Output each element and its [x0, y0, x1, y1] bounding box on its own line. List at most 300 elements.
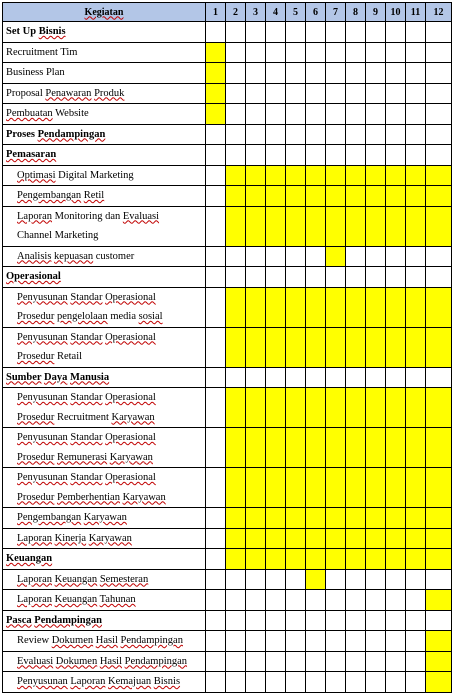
month-header-2: 2 [226, 3, 246, 22]
month-cell-5 [286, 287, 306, 327]
month-cell-2 [226, 367, 246, 388]
activity-label-line: Channel Marketing [17, 230, 99, 241]
month-cell-5 [286, 549, 306, 570]
month-cell-9 [366, 104, 386, 125]
month-cell-8 [346, 590, 366, 611]
month-cell-4 [266, 104, 286, 125]
month-cell-7 [326, 104, 346, 125]
month-cell-2 [226, 287, 246, 327]
month-cell-10 [386, 246, 406, 267]
month-cell-8 [346, 388, 366, 428]
month-cell-11 [406, 468, 426, 508]
month-cell-4 [266, 590, 286, 611]
month-cell-9 [366, 165, 386, 186]
month-cell-12 [426, 549, 452, 570]
activity-label-line: Review Dokumen Hasil Pendampingan [17, 635, 183, 646]
schedule-row [3, 287, 452, 327]
month-cell-11 [406, 165, 426, 186]
month-cell-5 [286, 327, 306, 367]
month-cell-3 [246, 428, 266, 468]
activity-label [3, 267, 206, 288]
schedule-row [3, 590, 452, 611]
month-cell-5 [286, 246, 306, 267]
month-cell-8 [346, 165, 366, 186]
month-cell-12 [426, 468, 452, 508]
month-cell-4 [266, 549, 286, 570]
schedule-row [3, 267, 452, 288]
activity-label-line: Prosedur Retail [17, 351, 83, 362]
month-cell-7 [326, 631, 346, 652]
month-cell-10 [386, 145, 406, 166]
schedule-row [3, 610, 452, 631]
month-cell-4 [266, 468, 286, 508]
month-cell-10 [386, 63, 406, 84]
month-cell-6 [306, 528, 326, 549]
activity-label [3, 327, 206, 367]
month-cell-6 [306, 83, 326, 104]
month-header-12: 12 [426, 3, 452, 22]
month-cell-5 [286, 186, 306, 207]
month-cell-3 [246, 104, 266, 125]
month-header-7: 7 [326, 3, 346, 22]
month-cell-2 [226, 590, 246, 611]
month-cell-9 [366, 63, 386, 84]
activity-label-line: Prosedur pengelolaan media sosial [17, 311, 163, 322]
schedule-row [3, 327, 452, 367]
month-cell-1 [206, 246, 226, 267]
month-cell-6 [306, 246, 326, 267]
month-cell-1 [206, 549, 226, 570]
month-cell-3 [246, 631, 266, 652]
month-cell-4 [266, 206, 286, 246]
schedule-row [3, 63, 452, 84]
month-cell-7 [326, 246, 346, 267]
month-cell-10 [386, 186, 406, 207]
activity-label-line: Penyusunan Standar Operasional [17, 392, 156, 403]
month-cell-8 [346, 145, 366, 166]
month-cell-8 [346, 124, 366, 145]
month-cell-11 [406, 610, 426, 631]
month-cell-1 [206, 186, 226, 207]
month-cell-11 [406, 83, 426, 104]
month-cell-6 [306, 186, 326, 207]
month-cell-12 [426, 124, 452, 145]
schedule-row [3, 206, 452, 246]
month-cell-10 [386, 83, 406, 104]
schedule-row [3, 468, 452, 508]
month-cell-5 [286, 83, 306, 104]
month-cell-5 [286, 124, 306, 145]
month-cell-6 [306, 468, 326, 508]
month-cell-9 [366, 569, 386, 590]
month-cell-1 [206, 528, 226, 549]
month-cell-2 [226, 246, 246, 267]
month-cell-1 [206, 165, 226, 186]
month-cell-2 [226, 610, 246, 631]
month-cell-7 [326, 672, 346, 693]
month-cell-6 [306, 63, 326, 84]
month-cell-11 [406, 590, 426, 611]
month-cell-4 [266, 124, 286, 145]
month-header-5: 5 [286, 3, 306, 22]
month-cell-7 [326, 549, 346, 570]
month-cell-9 [366, 388, 386, 428]
month-cell-2 [226, 569, 246, 590]
month-cell-5 [286, 104, 306, 125]
month-cell-10 [386, 42, 406, 63]
month-cell-12 [426, 186, 452, 207]
month-cell-11 [406, 206, 426, 246]
activity-label [3, 508, 206, 529]
month-cell-9 [366, 672, 386, 693]
month-cell-2 [226, 468, 246, 508]
month-cell-10 [386, 206, 406, 246]
month-cell-9 [366, 83, 386, 104]
month-cell-1 [206, 508, 226, 529]
month-cell-5 [286, 569, 306, 590]
month-cell-10 [386, 104, 406, 125]
month-cell-9 [366, 528, 386, 549]
month-cell-10 [386, 428, 406, 468]
activity-label [3, 672, 206, 693]
activity-label-line: Proposal Penawaran Produk [6, 87, 125, 99]
month-cell-4 [266, 63, 286, 84]
month-cell-1 [206, 672, 226, 693]
month-cell-2 [226, 186, 246, 207]
activity-label [3, 63, 206, 84]
activity-header: Kegiatan [3, 3, 206, 22]
month-cell-8 [346, 631, 366, 652]
month-cell-6 [306, 631, 326, 652]
month-cell-3 [246, 569, 266, 590]
month-cell-2 [226, 124, 246, 145]
month-cell-3 [246, 145, 266, 166]
month-cell-12 [426, 206, 452, 246]
schedule-row [3, 528, 452, 549]
month-cell-7 [326, 165, 346, 186]
activity-label-line: Penyusunan Standar Operasional [17, 432, 156, 443]
month-cell-3 [246, 83, 266, 104]
month-cell-7 [326, 124, 346, 145]
month-cell-8 [346, 22, 366, 43]
month-cell-8 [346, 672, 366, 693]
activity-label [3, 145, 206, 166]
month-cell-12 [426, 672, 452, 693]
month-cell-4 [266, 145, 286, 166]
schedule-row [3, 508, 452, 529]
month-cell-5 [286, 428, 306, 468]
month-cell-7 [326, 468, 346, 508]
month-cell-11 [406, 549, 426, 570]
month-cell-1 [206, 145, 226, 166]
activity-label [3, 468, 206, 508]
month-cell-11 [406, 508, 426, 529]
month-cell-1 [206, 104, 226, 125]
month-cell-1 [206, 428, 226, 468]
month-cell-5 [286, 165, 306, 186]
month-cell-9 [366, 428, 386, 468]
month-cell-6 [306, 104, 326, 125]
month-cell-7 [326, 569, 346, 590]
month-cell-9 [366, 468, 386, 508]
month-cell-5 [286, 145, 306, 166]
month-cell-4 [266, 508, 286, 529]
month-cell-7 [326, 22, 346, 43]
month-cell-1 [206, 124, 226, 145]
schedule-row [3, 145, 452, 166]
month-cell-9 [366, 631, 386, 652]
month-cell-9 [366, 610, 386, 631]
text-cursor [305, 402, 306, 414]
month-header-8: 8 [346, 3, 366, 22]
month-cell-6 [306, 206, 326, 246]
month-cell-1 [206, 590, 226, 611]
month-cell-8 [346, 569, 366, 590]
month-cell-3 [246, 327, 266, 367]
month-cell-11 [406, 124, 426, 145]
month-cell-6 [306, 42, 326, 63]
month-cell-10 [386, 267, 406, 288]
month-cell-12 [426, 145, 452, 166]
month-cell-9 [366, 508, 386, 529]
month-cell-10 [386, 165, 406, 186]
activity-label [3, 651, 206, 672]
month-cell-9 [366, 42, 386, 63]
month-cell-5 [286, 631, 306, 652]
month-cell-1 [206, 367, 226, 388]
month-cell-9 [366, 287, 386, 327]
month-cell-6 [306, 124, 326, 145]
month-cell-8 [346, 42, 366, 63]
schedule-row [3, 104, 452, 125]
month-cell-12 [426, 267, 452, 288]
schedule-row [3, 22, 452, 43]
month-cell-2 [226, 22, 246, 43]
month-cell-5 [286, 63, 306, 84]
month-cell-6 [306, 165, 326, 186]
month-cell-8 [346, 104, 366, 125]
activity-label [3, 428, 206, 468]
month-cell-6 [306, 672, 326, 693]
month-cell-4 [266, 267, 286, 288]
month-cell-1 [206, 569, 226, 590]
month-cell-11 [406, 104, 426, 125]
activity-label [3, 610, 206, 631]
month-cell-2 [226, 104, 246, 125]
month-cell-12 [426, 528, 452, 549]
activity-label [3, 83, 206, 104]
month-cell-3 [246, 165, 266, 186]
month-cell-12 [426, 165, 452, 186]
month-cell-10 [386, 327, 406, 367]
activity-label [3, 367, 206, 388]
month-cell-12 [426, 590, 452, 611]
month-cell-10 [386, 610, 406, 631]
month-cell-1 [206, 388, 226, 428]
month-cell-12 [426, 22, 452, 43]
month-cell-7 [326, 388, 346, 428]
activity-label [3, 104, 206, 125]
month-cell-12 [426, 246, 452, 267]
month-cell-12 [426, 42, 452, 63]
month-cell-9 [366, 246, 386, 267]
activity-label-line: Keuangan [6, 553, 53, 564]
month-cell-3 [246, 22, 266, 43]
month-cell-12 [426, 631, 452, 652]
schedule-row [3, 186, 452, 207]
month-cell-7 [326, 610, 346, 631]
schedule-row [3, 367, 452, 388]
month-cell-7 [326, 528, 346, 549]
month-cell-10 [386, 672, 406, 693]
month-cell-6 [306, 367, 326, 388]
month-header-3: 3 [246, 3, 266, 22]
month-cell-6 [306, 22, 326, 43]
activity-label [3, 246, 206, 267]
month-header-4: 4 [266, 3, 286, 22]
month-cell-6 [306, 651, 326, 672]
month-cell-8 [346, 428, 366, 468]
month-cell-6 [306, 569, 326, 590]
month-cell-3 [246, 590, 266, 611]
month-cell-5 [286, 367, 306, 388]
schedule-row [3, 388, 452, 428]
month-cell-8 [346, 610, 366, 631]
month-cell-5 [286, 388, 306, 428]
activity-label-line: Laporan Monitoring dan Evaluasi [17, 210, 160, 222]
month-cell-1 [206, 83, 226, 104]
month-cell-5 [286, 42, 306, 63]
activity-label [3, 631, 206, 652]
activity-label-line: Evaluasi Dokumen Hasil Pendampingan [17, 655, 188, 667]
month-cell-2 [226, 165, 246, 186]
activity-label-line: Optimasi Digital Marketing [17, 169, 134, 181]
month-cell-8 [346, 327, 366, 367]
month-cell-4 [266, 569, 286, 590]
month-cell-12 [426, 610, 452, 631]
month-cell-11 [406, 267, 426, 288]
month-cell-8 [346, 287, 366, 327]
month-cell-12 [426, 569, 452, 590]
activity-label [3, 528, 206, 549]
month-cell-6 [306, 549, 326, 570]
month-cell-11 [406, 246, 426, 267]
schedule-row [3, 165, 452, 186]
activity-label-line: Sumber Daya Manusia [6, 371, 110, 383]
month-cell-8 [346, 63, 366, 84]
month-cell-2 [226, 267, 246, 288]
month-cell-7 [326, 186, 346, 207]
month-cell-4 [266, 651, 286, 672]
month-cell-6 [306, 508, 326, 529]
month-cell-10 [386, 367, 406, 388]
activity-label-line: Penyusunan Standar Operasional [17, 291, 156, 303]
month-cell-11 [406, 42, 426, 63]
month-cell-7 [326, 428, 346, 468]
activity-label [3, 549, 206, 570]
activity-label-line: Set Up Bisnis [6, 26, 66, 37]
month-cell-2 [226, 145, 246, 166]
month-cell-2 [226, 672, 246, 693]
month-cell-2 [226, 651, 246, 672]
month-cell-9 [366, 327, 386, 367]
month-cell-6 [306, 610, 326, 631]
month-cell-2 [226, 63, 246, 84]
month-cell-2 [226, 549, 246, 570]
month-cell-3 [246, 206, 266, 246]
month-cell-11 [406, 528, 426, 549]
month-cell-9 [366, 549, 386, 570]
schedule-row [3, 631, 452, 652]
schedule-table [2, 2, 452, 693]
activity-label [3, 22, 206, 43]
month-cell-8 [346, 651, 366, 672]
activity-label-line: Pemasaran [6, 149, 57, 160]
activity-label [3, 42, 206, 63]
month-cell-1 [206, 287, 226, 327]
activity-label-line: Business Plan [6, 67, 65, 78]
month-cell-1 [206, 610, 226, 631]
schedule-row [3, 42, 452, 63]
month-cell-4 [266, 327, 286, 367]
month-cell-10 [386, 22, 406, 43]
month-cell-3 [246, 63, 266, 84]
month-cell-3 [246, 528, 266, 549]
month-cell-5 [286, 651, 306, 672]
month-cell-2 [226, 508, 246, 529]
month-cell-2 [226, 428, 246, 468]
month-cell-4 [266, 672, 286, 693]
month-cell-7 [326, 327, 346, 367]
month-cell-12 [426, 327, 452, 367]
month-cell-10 [386, 287, 406, 327]
month-cell-4 [266, 22, 286, 43]
month-cell-7 [326, 42, 346, 63]
month-cell-1 [206, 267, 226, 288]
month-cell-5 [286, 508, 306, 529]
activity-label-line: Proses Pendampingan [6, 128, 106, 140]
month-cell-1 [206, 631, 226, 652]
month-cell-2 [226, 631, 246, 652]
month-cell-1 [206, 651, 226, 672]
month-cell-4 [266, 83, 286, 104]
month-cell-9 [366, 651, 386, 672]
month-cell-2 [226, 327, 246, 367]
month-cell-8 [346, 549, 366, 570]
activity-label-line: Penyusunan Standar Operasional [17, 472, 156, 483]
activity-label-line: Recruitment Tim [6, 46, 78, 58]
month-cell-7 [326, 63, 346, 84]
month-cell-11 [406, 287, 426, 327]
month-cell-1 [206, 206, 226, 246]
month-cell-4 [266, 186, 286, 207]
activity-label-line: Laporan Kinerja Karyawan [17, 532, 132, 544]
month-cell-5 [286, 267, 306, 288]
activity-label [3, 590, 206, 611]
header-row [3, 3, 452, 22]
month-cell-1 [206, 42, 226, 63]
month-cell-3 [246, 610, 266, 631]
month-cell-4 [266, 367, 286, 388]
month-cell-6 [306, 267, 326, 288]
month-cell-5 [286, 590, 306, 611]
month-cell-12 [426, 428, 452, 468]
schedule-row [3, 672, 452, 693]
month-cell-2 [226, 83, 246, 104]
activity-label-line: Prosedur Recruitment Karyawan [17, 411, 155, 423]
month-header-1: 1 [206, 3, 226, 22]
activity-label-line: Laporan Keuangan Semesteran [17, 573, 149, 585]
